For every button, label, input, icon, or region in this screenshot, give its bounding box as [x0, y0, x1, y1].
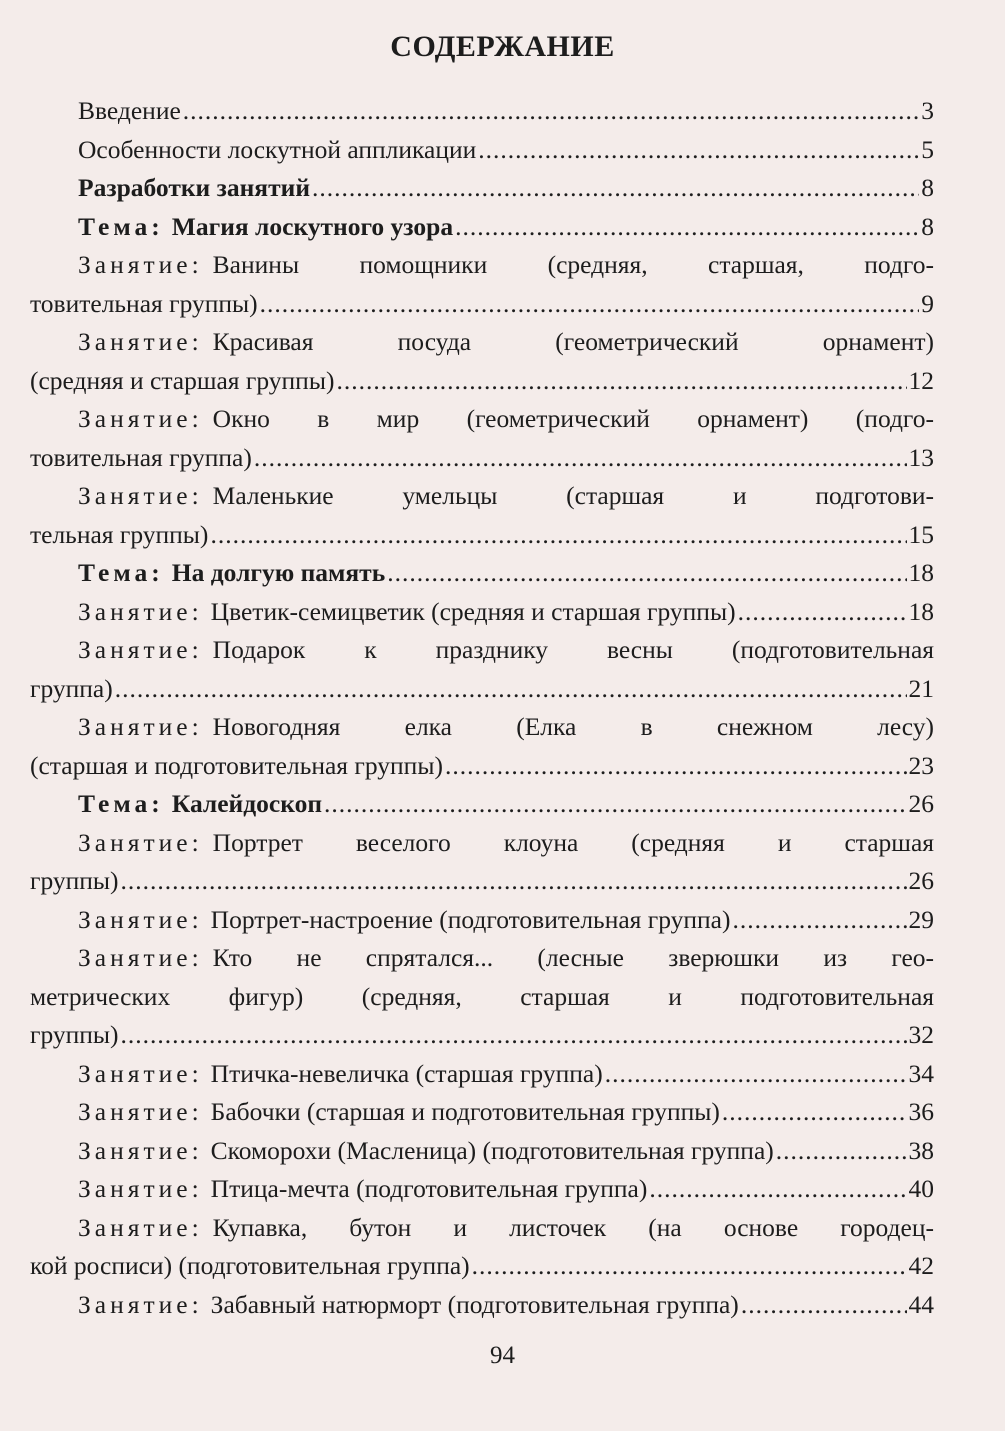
dot-leader [387, 554, 906, 593]
entry-prefix: Занятие: [78, 327, 203, 356]
toc-line [30, 323, 934, 362]
toc-line [30, 477, 934, 516]
dot-leader [254, 439, 907, 478]
entry-text: (средняя и старшая группы) [30, 365, 335, 395]
toc-entry [30, 1055, 934, 1094]
entry-page: 8 [921, 173, 934, 202]
toc-line [30, 1286, 934, 1325]
dot-leader [324, 785, 906, 824]
entry-text: Бабочки (старшая и подготовительная группы) [210, 1097, 720, 1126]
entry-page: 32 [908, 1020, 934, 1049]
dot-leader [445, 747, 907, 786]
entry-text: группы) [30, 866, 119, 895]
dot-leader [741, 1286, 907, 1325]
toc-entry [30, 208, 934, 247]
entry-prefix: Занятие: [78, 404, 203, 433]
toc-line [30, 1247, 934, 1286]
dot-leader [336, 362, 906, 401]
toc-line [30, 593, 934, 632]
page-title: СОДЕРЖАНИЕ [390, 30, 615, 63]
entry-text: Купавка, бутон и листочек (на основе городец- [212, 1212, 934, 1242]
toc-line [30, 516, 934, 555]
entry-prefix: Занятие: [78, 1097, 203, 1126]
toc-line [30, 708, 934, 747]
toc-line [30, 747, 934, 786]
entry-text: Портрет веселого клоуна (средняя и старшая [212, 827, 934, 857]
entry-text: Птица-мечта (подготовительная группа) [210, 1174, 648, 1203]
entry-text: Калейдоскоп [171, 789, 323, 818]
dot-leader [776, 1132, 907, 1171]
toc-entry [30, 785, 934, 824]
entry-page: 26 [908, 789, 934, 818]
toc-entry [30, 939, 934, 1055]
dot-leader [115, 670, 907, 709]
toc-line [30, 92, 934, 131]
toc-line [30, 1055, 934, 1094]
toc-line [30, 131, 934, 170]
entry-text: Магия лоскутного узора [171, 211, 454, 241]
entry-prefix: Занятие: [78, 596, 203, 626]
dot-leader [455, 208, 919, 247]
entry-page: 5 [921, 134, 934, 164]
entry-page: 40 [908, 1174, 934, 1203]
entry-text: Кто не спрятался... (лесные зверюшки из гео- [212, 943, 934, 972]
entry-page: 44 [908, 1289, 934, 1319]
toc-line [30, 1016, 934, 1055]
toc-entry [30, 708, 934, 785]
dot-leader [121, 1016, 907, 1055]
toc-entry [30, 92, 934, 131]
toc-entry [30, 477, 934, 554]
dot-leader [722, 1093, 907, 1132]
entry-page: 18 [908, 596, 934, 626]
toc-entry [30, 1209, 934, 1286]
entry-prefix: Занятие: [78, 1058, 203, 1088]
toc-line [30, 862, 934, 901]
entry-page: 38 [908, 1135, 934, 1165]
entry-prefix: Занятие: [78, 712, 203, 741]
entry-text: Особенности лоскутной аппликации [78, 134, 477, 164]
entry-page: 36 [908, 1097, 934, 1126]
toc-line [30, 631, 934, 670]
entry-page: 26 [908, 866, 934, 895]
entry-text: Красивая посуда (геометрический орнамент) [212, 327, 934, 356]
toc-line [30, 554, 934, 593]
entry-prefix: Занятие: [78, 1212, 203, 1242]
toc-line [30, 1132, 934, 1171]
entry-text: Подарок к празднику весны (подготовительная [212, 635, 934, 664]
entry-text: Птичка-невеличка (старшая группа) [210, 1058, 603, 1088]
entry-text: товительная группа) [30, 442, 252, 472]
toc-line [30, 169, 934, 208]
table-of-contents [30, 92, 934, 1324]
dot-leader [732, 901, 906, 940]
toc-entry [30, 169, 934, 208]
toc-entry [30, 593, 934, 632]
entry-text: Окно в мир (геометрический орнамент) (подго- [212, 404, 934, 433]
entry-prefix: Занятие: [78, 827, 203, 857]
toc-line [30, 1170, 934, 1209]
entry-page: 42 [908, 1251, 934, 1280]
entry-prefix: Тема: [78, 211, 164, 241]
entry-prefix: Тема: [78, 558, 164, 587]
entry-text: Введение [78, 96, 181, 125]
toc-line [30, 208, 934, 247]
entry-prefix: Занятие: [78, 904, 203, 934]
entry-text: Портрет-настроение (подготовительная группа) [210, 904, 731, 934]
toc-entry [30, 246, 934, 323]
entry-text: (старшая и подготовительная группы) [30, 750, 443, 780]
page-number: 94 [490, 1342, 515, 1369]
entry-text: группы) [30, 1020, 119, 1049]
toc-entry [30, 901, 934, 940]
entry-page: 23 [908, 750, 934, 780]
entry-text: Забавный натюрморт (подготовительная группа) [210, 1289, 739, 1319]
toc-line [30, 1093, 934, 1132]
dot-leader [738, 593, 907, 632]
dot-leader [210, 516, 906, 555]
dot-leader [260, 285, 920, 324]
toc-line [30, 939, 934, 978]
entry-page: 15 [908, 519, 934, 549]
toc-entry [30, 824, 934, 901]
toc-line [30, 246, 934, 285]
toc-entry [30, 1286, 934, 1325]
toc-line [30, 1209, 934, 1248]
toc-entry [30, 400, 934, 477]
entry-text: метрических фигур) (средняя, старшая и подготовительная [30, 981, 934, 1011]
entry-prefix: Занятие: [78, 481, 203, 510]
entry-text: группа) [30, 673, 113, 703]
toc-line [30, 785, 934, 824]
dot-leader [605, 1055, 907, 1094]
toc-entry [30, 554, 934, 593]
toc-line [30, 901, 934, 940]
entry-prefix: Занятие: [78, 1135, 203, 1165]
entry-prefix: Занятие: [78, 635, 203, 664]
entry-page: 12 [908, 365, 934, 395]
entry-prefix: Занятие: [78, 1289, 203, 1319]
entry-text: Скоморохи (Масленица) (подготовительная группа) [210, 1135, 774, 1165]
toc-line [30, 978, 934, 1017]
entry-page: 18 [908, 558, 934, 587]
toc-entry [30, 631, 934, 708]
toc-entry [30, 1170, 934, 1209]
entry-page: 3 [921, 96, 934, 125]
toc-line [30, 362, 934, 401]
dot-leader [478, 131, 919, 170]
entry-page: 9 [921, 288, 934, 318]
entry-text: Разработки занятий [78, 173, 311, 202]
entry-text: тельная группы) [30, 519, 209, 549]
entry-prefix: Тема: [78, 789, 164, 818]
entry-text: Маленькие умельцы (старшая и подготови- [212, 481, 934, 510]
entry-page: 34 [908, 1058, 934, 1088]
toc-line [30, 285, 934, 324]
toc-entry [30, 1132, 934, 1171]
dot-leader [312, 169, 919, 208]
dot-leader [472, 1247, 907, 1286]
entry-text: Цветик-семицветик (средняя и старшая группы) [210, 596, 736, 626]
dot-leader [183, 92, 919, 131]
entry-prefix: Занятие: [78, 1174, 203, 1203]
toc-line [30, 670, 934, 709]
entry-prefix: Занятие: [78, 250, 203, 279]
entry-text: товительная группы) [30, 288, 258, 318]
entry-page: 29 [908, 904, 934, 934]
toc-entry [30, 323, 934, 400]
entry-page: 13 [908, 442, 934, 472]
toc-line [30, 824, 934, 863]
entry-text: Новогодняя елка (Елка в снежном лесу) [212, 712, 934, 741]
entry-prefix: Занятие: [78, 943, 203, 972]
dot-leader [121, 862, 907, 901]
entry-text: кой росписи) (подготовительная группа) [30, 1251, 470, 1280]
toc-line [30, 400, 934, 439]
entry-text: Ванины помощники (средняя, старшая, подго- [212, 250, 934, 279]
toc-entry [30, 131, 934, 170]
entry-page: 8 [921, 211, 934, 241]
dot-leader [649, 1170, 906, 1209]
toc-entry [30, 1093, 934, 1132]
entry-text: На долгую память [171, 558, 386, 587]
toc-line [30, 439, 934, 478]
entry-page: 21 [908, 673, 934, 703]
